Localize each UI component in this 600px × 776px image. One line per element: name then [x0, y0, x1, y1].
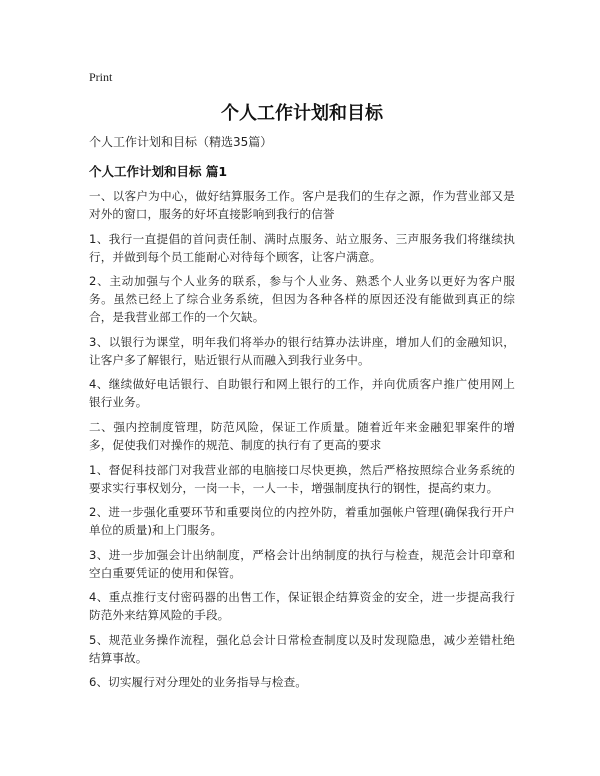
page-title: 个人工作计划和目标 [221, 103, 383, 124]
section-heading: 个人工作计划和目标 篇1 [89, 164, 228, 179]
paragraph-6: 二、强内控制度管理，防范风险，保证工作质量。随着近年来金融犯罪案件的增多，促使我们对操作的规范、制度的执行有了更高的要求 [89, 420, 515, 452]
paragraph-3: 2、主动加强与个人业务的联系，参与个人业务、熟悉个人业务以更好为客户服务。虽然已经上了综合业务系统，但因为各种各样的原因还没有能做到真正的综合，是我营业部工作的一个欠缺。 [89, 274, 515, 324]
paragraph-12: 6、切实履行对分理处的业务指导与检查。 [89, 675, 307, 689]
print-link[interactable]: Print [89, 70, 113, 84]
paragraph-5: 4、继续做好电话银行、自助银行和网上银行的工作，并向优质客户推广使用网上银行业务。 [89, 377, 515, 409]
paragraph-9: 3、进一步加强会计出纳制度，严格会计出纳制度的执行与检查，规范会计印章和空白重要凭证的使用和保管。 [89, 548, 515, 580]
paragraph-7: 1、督促科技部门对我营业部的电脑接口尽快更换，然后严格按照综合业务系统的要求实行事权划分，一岗一卡，一人一卡，增强制度执行的钢性，提高约束力。 [89, 463, 515, 495]
paragraph-2: 1、我行一直提倡的首问责任制、满时点服务、站立服务、三声服务我们将继续执行，并做到每个员工能耐心对待每个顾客，让客户满意。 [89, 232, 515, 264]
paragraph-8: 2、进一步强化重要环节和重要岗位的内控外防，着重加强帐户管理(确保我行开户单位的质量)和上门服务。 [89, 505, 515, 537]
paragraph-10: 4、重点推行支付密码器的出售工作，保证银企结算资金的安全，进一步提高我行防范外来结算风险的手段。 [89, 590, 515, 622]
paragraph-4: 3、以银行为课堂，明年我们将举办的银行结算办法讲座，增加人们的金融知识，让客户多了解银行，贴近银行从而融入到我行业务中。 [89, 335, 515, 367]
paragraph-1: 一、以客户为中心，做好结算服务工作。客户是我们的生存之源，作为营业部又是对外的窗口，服务的好坏直接影响到我行的信誉 [89, 189, 515, 221]
subtitle: 个人工作计划和目标（精选35篇） [89, 135, 273, 149]
paragraph-11: 5、规范业务操作流程，强化总会计日常检查制度以及时发现隐患，减少差错杜绝结算事故。 [89, 633, 515, 665]
